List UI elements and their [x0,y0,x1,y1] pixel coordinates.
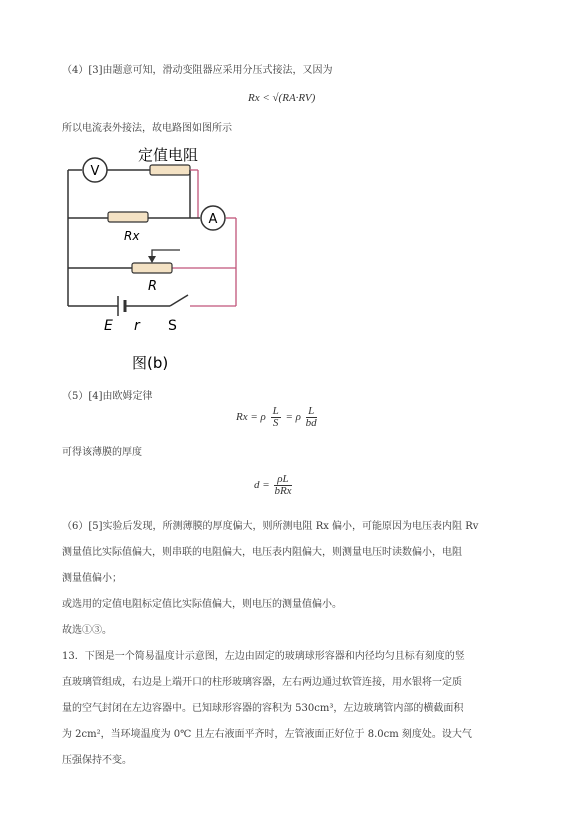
part5-formula [236,406,319,429]
r-label: R [148,279,158,294]
switch-lever [170,295,188,306]
circuit-diagram [0,140,562,380]
formula-left: Rx = ρ [236,411,266,424]
part4-line1: （4）[3]由题意可知，滑动变阻器应采用分压式接法，又因为 [62,65,333,76]
voltmeter-label: V [90,164,100,179]
q13-line5: 压强保持不变。 [62,755,132,766]
fraction-l-over-bd [306,406,317,429]
part6-line3: 测量值偏小； [62,573,122,584]
thickness-formula [254,474,294,497]
rx-resistor [108,212,148,222]
rx-label: Rx [124,229,140,243]
fixed-resistor [150,165,190,175]
slider-arrow-icon [148,256,156,263]
part5-line2: 可得该薄膜的厚度 [62,447,142,458]
part4-line2: 所以电流表外接法，故电路图如图所示 [62,123,232,134]
rheostat-slider [152,250,180,262]
d-den: bRx [274,485,292,497]
frac1-den: S [272,417,279,429]
part6-line2: 测量值比实际值偏大，则串联的电阻偏大，电压表内阻偏大，则测量电压时读数偏小，电阻 [62,547,462,558]
part4-formula: Rx < √(RA·RV) [248,92,316,104]
q13-line2: 直玻璃管组成，右边是上端开口的柱形玻璃容器，左右两边通过软管连接，用水银将一定质 [62,677,462,688]
ammeter-label: A [208,212,218,227]
frac2-den: bd [305,417,317,429]
r-small-label: r [134,318,140,334]
q13-line3: 量的空气封闭在左边容器中。已知球形容器的容积为 530cm³，左边玻璃管内部的横截面积 [62,703,464,714]
frac1-num: L [272,405,279,417]
part5-line1: （5）[4]由欧姆定律 [62,391,153,402]
part6-line5: 故选①③。 [62,625,112,636]
d-num: ρL [274,474,291,486]
rheostat [132,263,172,273]
e-label: E [104,318,113,334]
fraction-rhol-over-brx [274,474,291,497]
part6-line4: 或选用的定值电阻标定值比实际值偏大，则电压的测量值偏小。 [62,599,342,610]
q13-line1: 13．下图是一个简易温度计示意图，左边由固定的玻璃球形容器和内径均匀且标有刻度的竖 [62,651,465,662]
part6-line1: （6）[5]实验后发现，所测薄膜的厚度偏大，则所测电阻 Rx 偏小，可能原因为电压表内阻 Rv [62,521,479,532]
figure-caption: 图(b) [132,354,169,372]
s-label: S [168,318,177,334]
d-left: d = [254,479,270,492]
formula-mid: = ρ [285,411,301,424]
q13-line4: 为 2cm²，当环境温度为 0℃ 且左右液面平齐时，左管液面正好位于 8.0cm 刻度处。设大气 [62,729,472,740]
fraction-l-over-s [271,406,281,429]
resistor-label: 定值电阻 [138,146,199,164]
frac2-num: L [306,406,317,418]
